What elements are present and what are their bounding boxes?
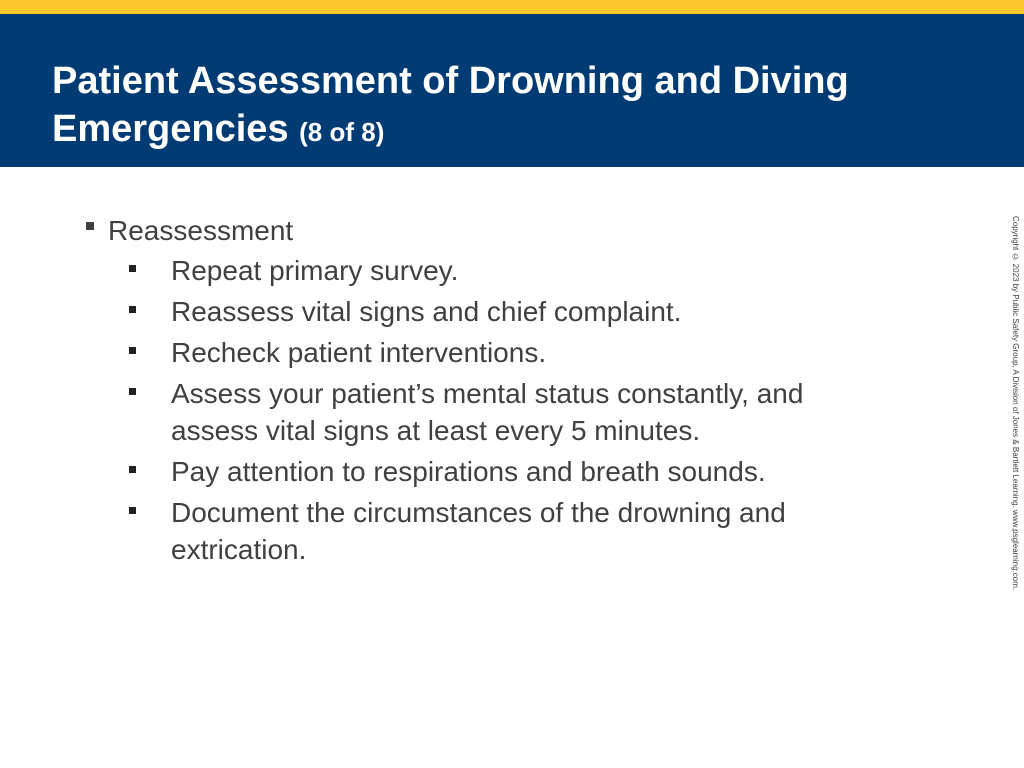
- list-item-text: Document the circumstances of the drowning and extrication.: [171, 497, 786, 565]
- list-item: [86, 375, 886, 449]
- list-item: [86, 252, 886, 289]
- heading-bullet: [86, 212, 886, 250]
- square-bullet-icon: [129, 466, 136, 473]
- square-bullet-icon: [129, 306, 136, 313]
- list-item-text: Reassess vital signs and chief complaint.: [171, 296, 682, 327]
- square-bullet-icon: [129, 388, 136, 395]
- square-bullet-icon: [86, 222, 94, 230]
- slide-content: [86, 212, 886, 572]
- square-bullet-icon: [129, 507, 136, 514]
- list-item-text: Recheck patient interventions.: [171, 337, 547, 368]
- list-item: [86, 494, 886, 568]
- slide-title: [52, 57, 992, 156]
- accent-bar: [0, 0, 1024, 14]
- list-item: [86, 334, 886, 371]
- title-main: Patient Assessment of Drowning and Diving Emergencies: [52, 60, 849, 150]
- square-bullet-icon: [129, 347, 136, 354]
- title-band: [0, 14, 1024, 167]
- list-item-text: Pay attention to respirations and breath sounds.: [171, 456, 766, 487]
- square-bullet-icon: [129, 265, 136, 272]
- list-item: [86, 293, 886, 330]
- list-item-text: Assess your patient’s mental status constantly, and assess vital signs at least every 5 minutes.: [171, 378, 804, 446]
- bullet-list: [86, 252, 886, 568]
- list-item-text: Repeat primary survey.: [171, 255, 459, 286]
- list-item: [86, 453, 886, 490]
- heading-bullet-text: Reassessment: [108, 215, 294, 246]
- copyright-notice: Copyright © 2023 by Public Safety Group, A Division of Jones & Bartlett Learning. www.psglearning.com.: [1011, 216, 1020, 591]
- title-sub: (8 of 8): [299, 117, 385, 147]
